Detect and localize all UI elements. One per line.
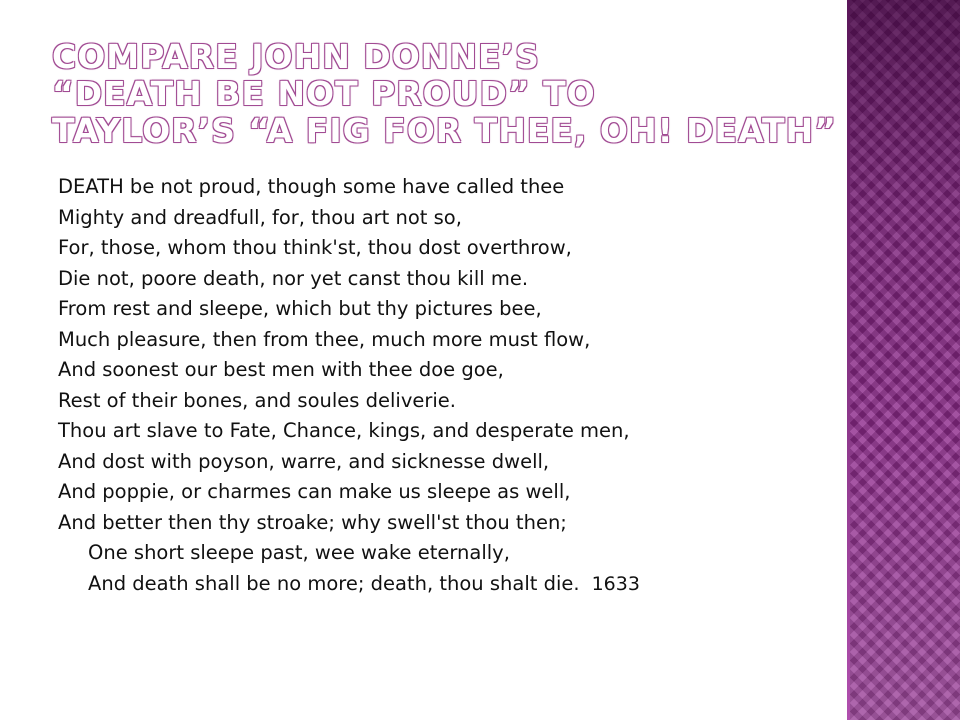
slide-title — [52, 37, 837, 150]
poem-line: DEATH be not proud, though some have called thee — [58, 175, 565, 198]
poem-line: Mighty and dreadfull, for, thou art not so, — [58, 205, 462, 229]
poem-line: Rest of their bones, and soules deliverie. — [58, 388, 457, 412]
poem-line: And poppie, or charmes can make us sleepe as well, — [58, 480, 571, 503]
poem-line-indented: One short sleepe past, wee wake eternally, — [88, 541, 510, 564]
poem-line: Die not, poore death, nor yet canst thou kill me. — [58, 266, 529, 290]
poem-year: 1633 — [591, 572, 640, 595]
poem-text — [58, 172, 818, 599]
poem-line: For, those, whom thou think'st, thou dost overthrow, — [58, 236, 572, 259]
title-line-3: TAYLOR’S “A FIG FOR THEE, OH! DEATH” — [52, 111, 837, 150]
poem-line: And soonest our best men with thee doe goe, — [58, 358, 504, 381]
poem-line-indented — [58, 569, 818, 600]
poem-line: And dost with poyson, warre, and sicknesse dwell, — [58, 449, 550, 473]
poem-line: Thou art slave to Fate, Chance, kings, and desperate men, — [58, 419, 630, 442]
poem-line: And better then thy stroake; why swell'st thou then; — [58, 510, 567, 534]
decorative-sidebar — [850, 0, 960, 720]
poem-last-line: And death shall be no more; death, thou shalt die. — [88, 571, 580, 595]
title-line-2: “DEATH BE NOT PROUD” TO — [52, 74, 596, 113]
poem-line: Much pleasure, then from thee, much more must flow, — [58, 327, 591, 351]
poem-line: From rest and sleepe, which but thy pictures bee, — [58, 297, 542, 320]
title-line-1: COMPARE JOHN DONNE’S — [52, 37, 540, 76]
